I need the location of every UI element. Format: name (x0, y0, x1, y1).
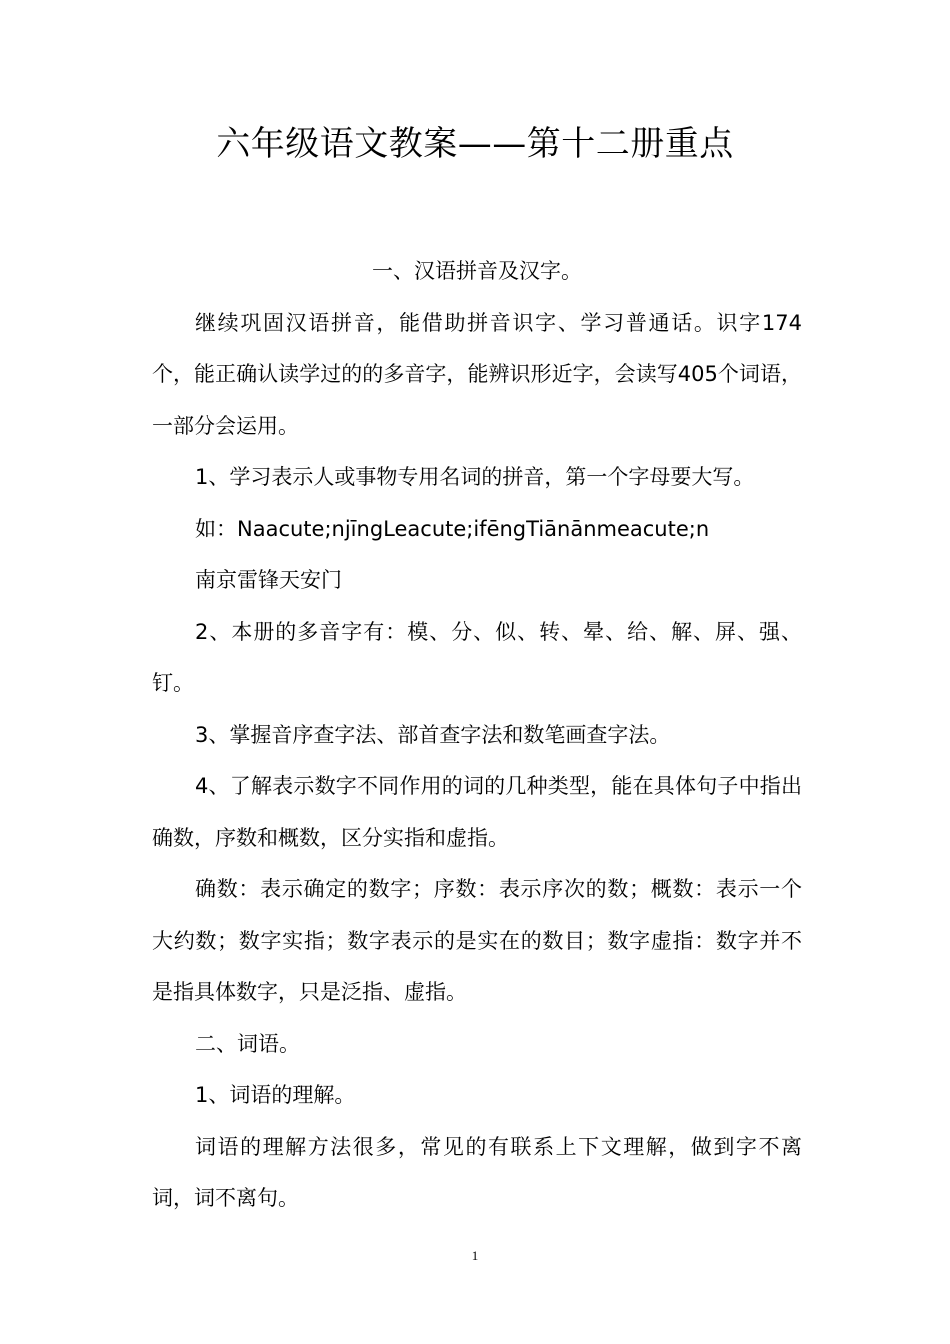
page-number: 1 (471, 1248, 479, 1263)
document-title: 六年级语文教案——第十二册重点 (216, 124, 734, 164)
paragraph-number-definitions: 确数：表示确定的数字；序数：表示序次的数；概数：表示一个大约数；数字实指；数字表示的是实在的数目；数字虚指：数字并不是指具体数字，只是泛指、虚指。 (152, 877, 802, 1004)
paragraph-word-understanding: 1、词语的理解。 (195, 1083, 356, 1107)
paragraph-item-4: 4、了解表示数字不同作用的词的几种类型，能在具体句子中指出确数，序数和概数，区分实指和虚指。 (152, 774, 802, 850)
paragraph-pinyin-intro: 继续巩固汉语拼音，能借助拼音识字、学习普通话。识字174个，能正确认读学过的的多音字，能辨识形近字，会读写405个词语，一部分会运用。 (152, 310, 802, 438)
paragraph-understanding-methods: 词语的理解方法很多，常见的有联系上下文理解，做到字不离词，词不离句。 (152, 1134, 802, 1210)
paragraph-item-2: 2、本册的多音字有：模、分、似、转、晕、给、解、屏、强、钉。 (152, 619, 802, 695)
document-body (152, 246, 802, 1225)
section-heading-words: 二、词语。 (195, 1031, 300, 1056)
paragraph-pinyin-example: 如：Naacute;njīngLeacute;ifēngTiānānmeacute;n (195, 516, 710, 541)
section-heading-pinyin: 一、汉语拼音及汉字。 (372, 259, 582, 283)
paragraph-item-1: 1、学习表示人或事物专用名词的拼音，第一个字母要大写。 (195, 465, 755, 489)
paragraph-item-3: 3、掌握音序查字法、部首查字法和数笔画查字法。 (195, 722, 671, 747)
paragraph-example-words: 南京雷锋天安门 (195, 568, 342, 592)
